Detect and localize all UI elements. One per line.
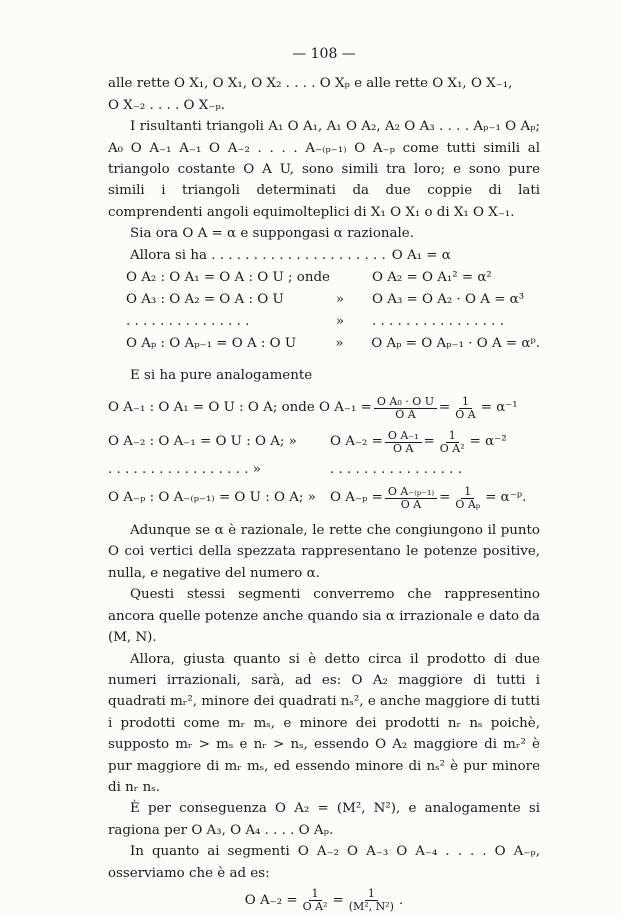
pos-left: O A₂ : O A₁ = O A : O U ; onde bbox=[126, 269, 330, 285]
fraction-numerator: O A₀ · O U bbox=[374, 396, 437, 409]
fraction bbox=[300, 888, 331, 913]
pos-mid: » bbox=[335, 313, 345, 329]
page-number: — 108 — bbox=[292, 46, 356, 62]
fraction-numerator: 1 bbox=[446, 430, 459, 443]
fraction bbox=[385, 486, 437, 511]
fraction-denominator: O A² bbox=[439, 441, 465, 455]
final-end: . bbox=[398, 893, 404, 909]
fraction-numerator: 1 bbox=[365, 888, 378, 901]
fraction bbox=[452, 396, 478, 421]
fraction-numerator: O A₋₍ₚ₋₁₎ bbox=[385, 486, 437, 499]
final-lhs: O A₋₂ = bbox=[244, 893, 298, 909]
pos-left: O A₃ : O A₂ = O A : O U bbox=[126, 291, 284, 307]
pos-left: O Aₚ : O Aₚ₋₁ = O A : O U bbox=[126, 335, 297, 351]
fraction-numerator: 1 bbox=[461, 486, 474, 499]
pos-row bbox=[108, 333, 540, 355]
allora-label: Allora si ha . . . . . . . . . . . . . . . . . . . . . bbox=[130, 247, 386, 263]
negative-powers bbox=[108, 391, 540, 515]
fraction-denominator: O A bbox=[455, 407, 476, 421]
fraction bbox=[374, 396, 437, 421]
pos-row bbox=[108, 289, 540, 311]
neg-result: = α⁻² bbox=[469, 434, 507, 450]
neg-lhs: O A₋ₚ = bbox=[330, 490, 383, 506]
para2: I risultanti triangoli A₁ O A₁, A₁ O A₂, A₂ O A₃ . . . . Aₚ₋₁ O Aₚ; A₀ O A₋₁ A₋₁ O A₋₂ . . . . A₋₍ₚ₋₁₎ O A₋ₚ come tutti simili al triangolo costante O A U, sono simili tra loro; e sono pure simili i triangoli determinati da due coppie di lati comprendenti angoli equimolteplici di X₁ O X₁ o di X₁ O X₋₁. bbox=[108, 119, 540, 220]
pos-right: O A₃ = O A₂ · O A = α³ bbox=[372, 291, 525, 307]
positive-powers bbox=[108, 267, 540, 355]
neg-row: O A₋₂ : O A₋₁ = O U : O A; » O A₋₂ = $\frac{\text{O A₋₁}}{\text{O A}}$ = $\frac{1}{\text{O A²}}$ = α⁻² bbox=[108, 428, 507, 455]
neg-left: O A₋ₚ : O A₋₍ₚ₋₁₎ = O U : O A; » bbox=[108, 490, 316, 506]
fraction bbox=[346, 888, 397, 913]
neg-lhs: O A₋₂ = bbox=[330, 434, 383, 450]
fraction-numerator: 1 bbox=[459, 396, 472, 409]
allora-row bbox=[108, 245, 540, 267]
para3: Sia ora O A = α e suppongasi α razionale. bbox=[130, 226, 414, 242]
para4: Adunque se α è razionale, le rette che congiungono il punto O coi vertici della spezzata rappresentano le potenze positive, nulla, e negative del numero α. bbox=[108, 523, 540, 581]
pos-right: O Aₚ = O Aₚ₋₁ · O A = αᵖ. bbox=[371, 335, 540, 351]
final-equation: O A₋₂ = $\frac{1}{\text{O A²}}$ = $\frac{1}{\text{(M², N²)}}$ . bbox=[244, 887, 404, 914]
para8: In quanto ai segmenti O A₋₂ O A₋₃ O A₋₄ . . . . O A₋ₚ, osserviamo che è ad es: bbox=[108, 844, 540, 881]
para5: Questi stessi segmenti converremo che rappresentino ancora quelle potenze anche quando sia α irrazionale e dato da (M, N). bbox=[108, 587, 540, 646]
pos-right: . . . . . . . . . . . . . . . . bbox=[372, 313, 504, 329]
analog-line: E si ha pure analogamente bbox=[130, 367, 313, 383]
para1-line1: alle rette O X₁, O X₁, O X₂ . . . . O Xₚ e alle rette O X₁, O X₋₁, bbox=[108, 76, 513, 92]
pos-row bbox=[108, 267, 540, 289]
pos-right: O A₂ = O A₁² = α² bbox=[372, 269, 492, 285]
fraction-numerator: 1 bbox=[309, 888, 322, 901]
neg-row bbox=[108, 459, 540, 481]
pos-mid: » bbox=[335, 335, 344, 351]
neg-left: O A₋₁ : O A₁ = O U : O A; onde O A₋₁ = bbox=[108, 400, 372, 416]
pos-row bbox=[108, 311, 540, 333]
para7: È per conseguenza O A₂ = (M², N²), e analogamente si ragiona per O A₃, O A₄ . . . . O Aₚ. bbox=[108, 801, 540, 838]
fraction-denominator: O A bbox=[392, 441, 414, 455]
fraction bbox=[437, 430, 468, 455]
neg-result: = α⁻¹ bbox=[480, 400, 518, 416]
fraction-numerator: O A₋₁ bbox=[385, 430, 422, 443]
pos-mid: » bbox=[335, 291, 345, 307]
page bbox=[108, 44, 540, 918]
allora-result: O A₁ = α bbox=[391, 247, 451, 263]
neg-left: . . . . . . . . . . . . . . . . . » bbox=[108, 462, 261, 478]
para1-line2: O X₋₂ . . . . O X₋ₚ. bbox=[108, 97, 225, 113]
fraction bbox=[452, 486, 483, 511]
pos-left: . . . . . . . . . . . . . . . bbox=[126, 313, 250, 329]
neg-row: O A₋₁ : O A₁ = O U : O A; onde O A₋₁ = $\frac{\text{O A₀ · O U}}{\text{O A}}$ = $\frac{1}{\text{O A}}$ = α⁻¹ bbox=[108, 394, 518, 421]
fraction-denominator: O A bbox=[395, 407, 416, 421]
neg-row: O A₋ₚ : O A₋₍ₚ₋₁₎ = O U : O A; » O A₋ₚ = $\frac{\text{O A₋₍ₚ₋₁₎}}{\text{O A}}$ = $\frac{1}{\text{O Aₚ}}$ = α⁻ᵖ. bbox=[108, 484, 527, 511]
fraction-denominator: O A bbox=[400, 497, 422, 511]
fraction-denominator: O A² bbox=[302, 900, 328, 914]
para6: Allora, giusta quanto si è detto circa il prodotto di due numeri irrazionali, sarà, ad es: O A₂ maggiore di tutti i quadrati mᵣ², minore dei quadrati nₛ², e anche maggiore di tutti i prodotti come mᵣ mₛ, e minore dei prodotti nᵣ nₛ poichè, supposto mᵣ > mₛ e nᵣ > nₛ, essendo O A₂ maggiore di mᵣ² è pur maggiore di mᵣ mₛ, ed essendo minore di nₛ² è pur minore di nᵣ nₛ. bbox=[108, 651, 540, 795]
neg-left: O A₋₂ : O A₋₁ = O U : O A; » bbox=[108, 434, 297, 450]
fraction bbox=[385, 430, 422, 455]
neg-result: = α⁻ᵖ. bbox=[485, 490, 527, 506]
neg-dots-right: . . . . . . . . . . . . . . . . bbox=[330, 462, 462, 478]
fraction-denominator: (M², N²) bbox=[348, 900, 394, 914]
fraction-denominator: O Aₚ bbox=[455, 497, 481, 511]
